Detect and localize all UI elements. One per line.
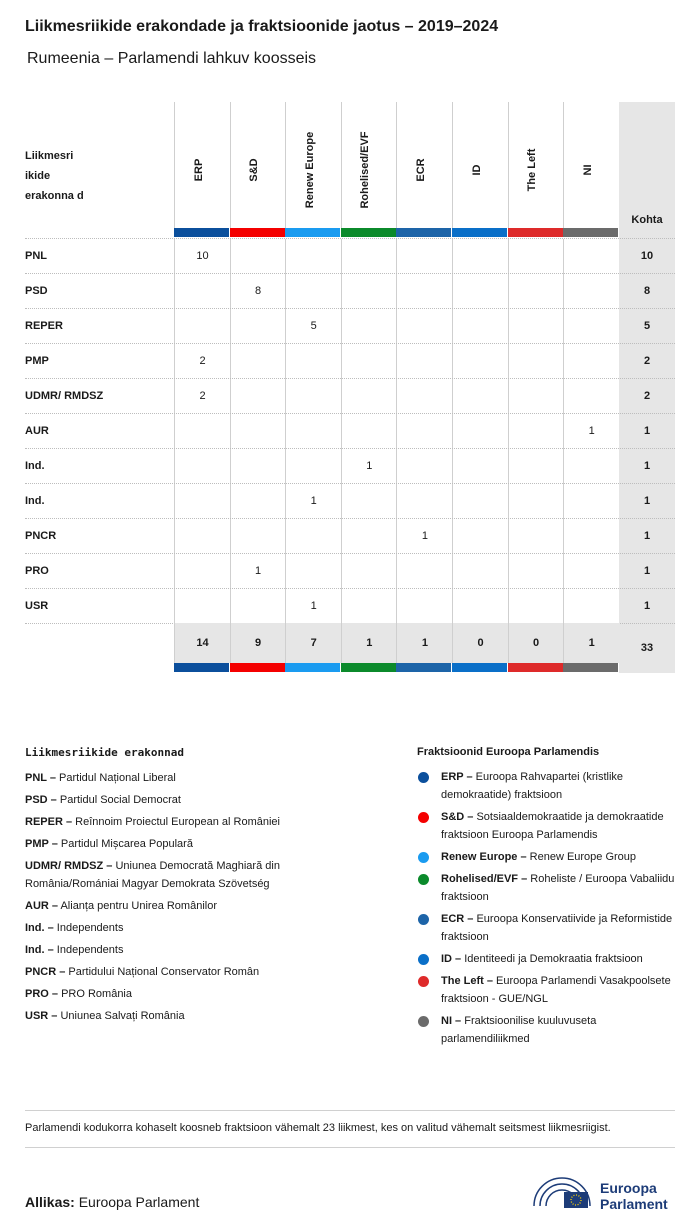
row-total-cell: 2 bbox=[643, 390, 651, 402]
group-legend-name: Sotsiaaldemokraatide ja demokraatide fraktsioon Euroopa Parlamendis bbox=[441, 811, 664, 841]
group-legend bbox=[417, 746, 677, 1052]
group-legend-name: Identiteedi ja Demokraatia fraktsioon bbox=[464, 953, 643, 965]
row-party-name: REPER bbox=[25, 320, 63, 332]
seat-cell bbox=[174, 414, 230, 449]
row-party-name: Ind. bbox=[25, 460, 45, 472]
seat-cell bbox=[563, 519, 619, 554]
seat-cell bbox=[341, 379, 397, 414]
seat-cell bbox=[452, 414, 508, 449]
group-legend-abbr: Renew Europe – bbox=[441, 851, 527, 863]
party-legend-item bbox=[25, 1007, 355, 1025]
seat-cell bbox=[230, 484, 286, 519]
group-header-2 bbox=[285, 102, 341, 237]
seat-cell bbox=[452, 239, 508, 274]
table-row bbox=[25, 273, 675, 309]
party-legend-item bbox=[25, 791, 355, 809]
seat-cell bbox=[230, 449, 286, 484]
seat-cell bbox=[508, 344, 564, 379]
seat-cell bbox=[396, 414, 452, 449]
party-legend-item bbox=[25, 985, 355, 1003]
group-color-bar-top bbox=[508, 228, 563, 237]
table-row bbox=[25, 308, 675, 344]
group-legend-abbr: The Left – bbox=[441, 975, 493, 987]
group-header-4 bbox=[396, 102, 452, 237]
seat-cell bbox=[341, 519, 397, 554]
party-legend bbox=[25, 746, 355, 1029]
group-legend-name: Roheliste / Euroopa Vabaliidu fraktsioon bbox=[441, 873, 675, 903]
group-color-bar-top bbox=[230, 228, 285, 237]
footnote: Parlamendi kodukorra kohaselt koosneb fraktsioon vähemalt 23 liikmest, kes on valitud vähemalt seitsmest liikmesriigist. bbox=[25, 1110, 675, 1148]
group-legend-item bbox=[417, 768, 677, 804]
seat-cell: 1 bbox=[285, 589, 341, 624]
seat-cell bbox=[563, 589, 619, 624]
seat-cell bbox=[230, 239, 286, 274]
row-party-name: PMP bbox=[25, 355, 49, 367]
group-color-bar-top bbox=[285, 228, 340, 237]
seat-cell bbox=[452, 309, 508, 344]
party-legend-name: Reînnoim Proiectul European al României bbox=[75, 816, 280, 828]
row-total-cell: 1 bbox=[643, 565, 651, 577]
group-color-dot-icon bbox=[418, 812, 429, 823]
seat-cell bbox=[341, 344, 397, 379]
table-row bbox=[25, 448, 675, 484]
row-party-name: PNL bbox=[25, 250, 47, 262]
seat-cell bbox=[396, 239, 452, 274]
party-legend-item bbox=[25, 857, 355, 893]
seat-cell bbox=[285, 379, 341, 414]
group-sum-cell: 0 bbox=[452, 623, 508, 663]
group-legend-item bbox=[417, 808, 677, 844]
table-row bbox=[25, 588, 675, 624]
party-legend-name: Uniunea Democrată Maghiară din România/Romániai Magyar Demokrata Szövetség bbox=[25, 860, 280, 890]
party-legend-item bbox=[25, 941, 355, 959]
seat-cell bbox=[174, 449, 230, 484]
seat-cell bbox=[285, 274, 341, 309]
group-legend-item bbox=[417, 848, 677, 866]
table-row bbox=[25, 378, 675, 414]
group-legend-item bbox=[417, 950, 677, 968]
group-color-dot-icon bbox=[418, 914, 429, 925]
group-color-bar-bottom bbox=[341, 663, 396, 672]
party-legend-name: Partidul Național Liberal bbox=[59, 772, 176, 784]
seat-cell bbox=[563, 309, 619, 344]
row-total-cell: 1 bbox=[643, 600, 651, 612]
row-party-name: PRO bbox=[25, 565, 49, 577]
row-party-name: AUR bbox=[25, 425, 49, 437]
seat-cell bbox=[452, 554, 508, 589]
group-header-3 bbox=[341, 102, 397, 237]
row-party-name: USR bbox=[25, 600, 49, 612]
seat-cell bbox=[341, 309, 397, 344]
seat-cell bbox=[174, 309, 230, 344]
seat-cell bbox=[508, 449, 564, 484]
seat-cell bbox=[230, 414, 286, 449]
seat-cell bbox=[396, 449, 452, 484]
group-sum-cell: 1 bbox=[341, 623, 397, 663]
row-total-cell: 1 bbox=[643, 530, 651, 542]
seat-cell bbox=[230, 344, 286, 379]
row-party-name: PSD bbox=[25, 285, 48, 297]
seat-cell bbox=[452, 519, 508, 554]
seat-cell bbox=[230, 589, 286, 624]
group-header-5 bbox=[452, 102, 508, 237]
group-legend-abbr: ECR – bbox=[441, 913, 474, 925]
group-legend-item bbox=[417, 870, 677, 906]
group-legend-name: Euroopa Konservatiivide ja Reformistide fraktsioon bbox=[441, 913, 673, 943]
seat-cell bbox=[285, 519, 341, 554]
seat-cell bbox=[508, 274, 564, 309]
row-party-name: PNCR bbox=[25, 530, 57, 542]
group-legend-abbr: ID – bbox=[441, 953, 462, 965]
row-total-cell: 5 bbox=[643, 320, 651, 332]
seat-cell bbox=[396, 309, 452, 344]
group-color-bar-bottom bbox=[452, 663, 507, 672]
party-legend-name: Partidul Mișcarea Populară bbox=[60, 838, 193, 850]
group-legend-abbr: NI – bbox=[441, 1015, 462, 1027]
party-legend-abbr: AUR – bbox=[25, 900, 59, 912]
seat-cell bbox=[396, 484, 452, 519]
group-header-label: ECR bbox=[414, 158, 427, 182]
group-color-bar-top bbox=[563, 228, 618, 237]
group-sum-cell: 14 bbox=[174, 623, 230, 663]
seat-cell bbox=[563, 449, 619, 484]
seat-cell bbox=[341, 589, 397, 624]
party-legend-name: Independents bbox=[56, 944, 124, 956]
seat-cell bbox=[396, 554, 452, 589]
seat-cell: 1 bbox=[341, 449, 397, 484]
seat-cell bbox=[285, 554, 341, 589]
seat-cell: 2 bbox=[174, 379, 230, 414]
seat-cell bbox=[508, 379, 564, 414]
party-legend-abbr: PSD – bbox=[25, 794, 57, 806]
party-legend-abbr: PNCR – bbox=[25, 966, 66, 978]
row-total-cell: 10 bbox=[640, 250, 654, 262]
table-row bbox=[25, 343, 675, 379]
table-row bbox=[25, 238, 675, 274]
group-legend-name: Euroopa Parlamendi Vasakpoolsete fraktsioon - GUE/NGL bbox=[441, 975, 671, 1005]
party-legend-item bbox=[25, 897, 355, 915]
party-legend-name: Uniunea Salvați România bbox=[60, 1010, 185, 1022]
seat-cell bbox=[230, 379, 286, 414]
party-legend-name: Partidul Social Democrat bbox=[59, 794, 181, 806]
group-color-bar-bottom bbox=[508, 663, 563, 672]
sum-row bbox=[174, 623, 619, 663]
group-color-dot-icon bbox=[418, 1016, 429, 1027]
group-header-1 bbox=[230, 102, 286, 237]
seat-cell bbox=[174, 274, 230, 309]
seat-cell bbox=[452, 589, 508, 624]
table-row bbox=[25, 518, 675, 554]
seat-cell bbox=[285, 239, 341, 274]
total-column-header: Kohta bbox=[631, 214, 663, 226]
group-color-bar-top bbox=[396, 228, 451, 237]
group-header-label: S&D bbox=[248, 158, 261, 182]
seat-cell bbox=[563, 554, 619, 589]
seat-cell bbox=[452, 344, 508, 379]
group-color-bar-bottom bbox=[563, 663, 618, 672]
seat-cell bbox=[230, 309, 286, 344]
seat-cell bbox=[563, 344, 619, 379]
seat-cell bbox=[174, 519, 230, 554]
group-sum-cell: 7 bbox=[285, 623, 341, 663]
group-color-dot-icon bbox=[418, 976, 429, 987]
seat-cell bbox=[508, 414, 564, 449]
source-label: Allikas: bbox=[25, 1194, 75, 1210]
group-color-bar-top bbox=[341, 228, 396, 237]
seat-cell bbox=[508, 554, 564, 589]
logo-line-2: Parlament bbox=[600, 1196, 668, 1212]
seat-cell bbox=[174, 554, 230, 589]
party-legend-abbr: UDMR/ RMDSZ – bbox=[25, 860, 113, 872]
party-legend-heading: Liikmesriikide erakonnad bbox=[25, 746, 184, 759]
group-legend-heading: Fraktsioonid Euroopa Parlamendis bbox=[417, 746, 600, 758]
party-legend-abbr: PMP – bbox=[25, 838, 58, 850]
group-sum-cell: 1 bbox=[563, 623, 619, 663]
seat-cell: 1 bbox=[563, 414, 619, 449]
group-legend-abbr: Rohelised/EVF – bbox=[441, 873, 528, 885]
page-title: Liikmesriikide erakondade ja fraktsioonide jaotus – 2019–2024 bbox=[25, 18, 499, 35]
group-color-dot-icon bbox=[418, 852, 429, 863]
seat-cell bbox=[396, 274, 452, 309]
hemicycle-icon bbox=[530, 1172, 594, 1208]
group-color-bar-bottom bbox=[174, 663, 229, 672]
row-total-cell: 1 bbox=[643, 425, 651, 437]
seat-cell bbox=[396, 589, 452, 624]
seat-cell: 5 bbox=[285, 309, 341, 344]
seat-cell bbox=[396, 379, 452, 414]
seat-cell: 10 bbox=[174, 239, 230, 274]
party-legend-abbr: USR – bbox=[25, 1010, 58, 1022]
seat-cell bbox=[508, 589, 564, 624]
logo-line-1: Euroopa bbox=[600, 1180, 657, 1196]
party-legend-name: Independents bbox=[56, 922, 124, 934]
seat-cell bbox=[230, 519, 286, 554]
group-header-label: ERP bbox=[192, 158, 205, 182]
party-legend-name: Alianța pentru Unirea Românilor bbox=[60, 900, 217, 912]
seat-cell bbox=[563, 274, 619, 309]
party-legend-abbr: Ind. – bbox=[25, 944, 54, 956]
seat-cell: 1 bbox=[230, 554, 286, 589]
seat-cell bbox=[341, 554, 397, 589]
group-legend-name: Renew Europe Group bbox=[529, 851, 637, 863]
source-line bbox=[25, 1194, 199, 1210]
group-legend-item bbox=[417, 1012, 677, 1048]
table-row bbox=[25, 483, 675, 519]
seat-cell bbox=[341, 484, 397, 519]
party-legend-item bbox=[25, 919, 355, 937]
group-sum-cell: 9 bbox=[230, 623, 286, 663]
group-legend-item bbox=[417, 910, 677, 946]
seat-cell bbox=[452, 379, 508, 414]
group-header-6 bbox=[508, 102, 564, 237]
party-legend-abbr: Ind. – bbox=[25, 922, 54, 934]
row-party-name: UDMR/ RMDSZ bbox=[25, 390, 104, 402]
group-color-dot-icon bbox=[418, 954, 429, 965]
table-row bbox=[25, 413, 675, 449]
party-legend-item bbox=[25, 769, 355, 787]
group-legend-item bbox=[417, 972, 677, 1008]
seat-cell bbox=[341, 239, 397, 274]
seat-cell bbox=[396, 344, 452, 379]
table-row bbox=[25, 553, 675, 589]
group-legend-name: Euroopa Rahvapartei (kristlike demokraatide) fraktsioon bbox=[441, 771, 624, 801]
row-total-cell: 8 bbox=[643, 285, 651, 297]
seat-cell bbox=[285, 344, 341, 379]
group-color-bar-top bbox=[452, 228, 507, 237]
group-header-0 bbox=[174, 102, 230, 237]
seat-cell bbox=[452, 274, 508, 309]
seat-cell bbox=[452, 449, 508, 484]
party-legend-abbr: PNL – bbox=[25, 772, 56, 784]
party-legend-name: Partidului Național Conservator Român bbox=[68, 966, 260, 978]
group-legend-abbr: ERP – bbox=[441, 771, 473, 783]
seat-cell bbox=[563, 379, 619, 414]
seat-cell bbox=[563, 484, 619, 519]
row-total-cell: 1 bbox=[643, 495, 651, 507]
party-legend-item bbox=[25, 835, 355, 853]
group-header-label: NI bbox=[581, 164, 594, 176]
group-header-label: ID bbox=[470, 164, 483, 176]
seat-cell bbox=[452, 484, 508, 519]
seat-cell bbox=[341, 414, 397, 449]
party-legend-abbr: PRO – bbox=[25, 988, 59, 1000]
group-header-label: The Left bbox=[526, 148, 539, 192]
group-header-label: Rohelised/EVF bbox=[359, 131, 372, 209]
group-legend-abbr: S&D – bbox=[441, 811, 474, 823]
grand-total: 33 bbox=[640, 642, 654, 654]
seat-cell bbox=[174, 589, 230, 624]
seat-cell bbox=[285, 449, 341, 484]
party-legend-abbr: REPER – bbox=[25, 816, 73, 828]
seat-cell bbox=[508, 519, 564, 554]
row-party-name: Ind. bbox=[25, 495, 45, 507]
party-legend-name: PRO România bbox=[61, 988, 132, 1000]
party-column-header: Liikmesri ikide erakonna d bbox=[25, 150, 84, 202]
seat-cell bbox=[563, 239, 619, 274]
group-sum-cell: 1 bbox=[396, 623, 452, 663]
group-color-bar-bottom bbox=[285, 663, 340, 672]
group-color-dot-icon bbox=[418, 874, 429, 885]
row-total-cell: 1 bbox=[643, 460, 651, 472]
group-color-bar-top bbox=[174, 228, 229, 237]
seat-cell: 8 bbox=[230, 274, 286, 309]
seat-cell bbox=[508, 309, 564, 344]
source-value: Euroopa Parlament bbox=[78, 1194, 200, 1210]
page-subtitle: Rumeenia – Parlamendi lahkuv koosseis bbox=[27, 50, 317, 67]
group-header-7 bbox=[563, 102, 619, 237]
seat-cell: 1 bbox=[285, 484, 341, 519]
party-legend-item bbox=[25, 963, 355, 981]
party-legend-item bbox=[25, 813, 355, 831]
ep-logo bbox=[530, 1172, 680, 1212]
seat-cell bbox=[174, 484, 230, 519]
group-color-dot-icon bbox=[418, 772, 429, 783]
seat-cell bbox=[341, 274, 397, 309]
row-total-cell: 2 bbox=[643, 355, 651, 367]
group-sum-cell: 0 bbox=[508, 623, 564, 663]
group-header-label: Renew Europe bbox=[303, 131, 316, 209]
seat-cell bbox=[508, 484, 564, 519]
seat-cell bbox=[508, 239, 564, 274]
group-color-bar-bottom bbox=[230, 663, 285, 672]
group-color-bar-bottom bbox=[396, 663, 451, 672]
seat-cell: 1 bbox=[396, 519, 452, 554]
group-legend-name: Fraktsioonilise kuuluvuseta parlamendiliikmed bbox=[441, 1015, 597, 1045]
seat-cell: 2 bbox=[174, 344, 230, 379]
seat-cell bbox=[285, 414, 341, 449]
